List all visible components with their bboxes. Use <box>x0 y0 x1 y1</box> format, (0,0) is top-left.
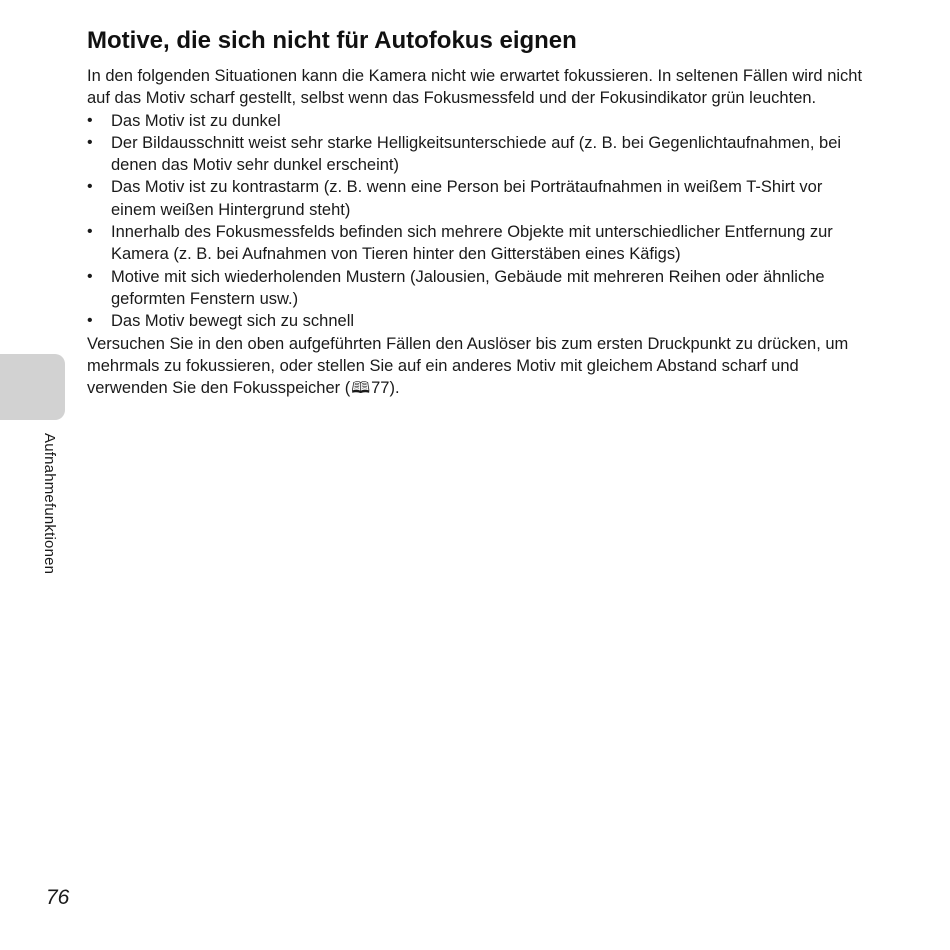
page-reference[interactable]: 77 <box>371 379 390 398</box>
bullet-icon: • <box>87 133 93 151</box>
list-item <box>87 310 867 332</box>
list-item <box>87 221 867 266</box>
list-item-text: Der Bildausschnitt weist sehr starke Helligkeitsunterschiede auf (z. B. bei Gegenlichtaufnahmen, bei denen das Motiv sehr dunkel erscheint) <box>111 133 842 175</box>
bullet-icon: • <box>87 178 93 196</box>
list-item <box>87 132 867 177</box>
intro-paragraph: In den folgenden Situationen kann die Kamera nicht wie erwartet fokussieren. In seltenen Fällen wird nicht auf das Motiv scharf gestellt, selbst wenn das Fokusmessfeld und der Fokusindikator grün leuchten. <box>87 67 863 108</box>
closing-paragraph <box>87 333 867 401</box>
list-item <box>87 176 867 221</box>
book-reference-icon[interactable]: 🕮 <box>351 380 371 398</box>
page-content <box>87 26 867 400</box>
list-item-text: Innerhalb des Fokusmessfelds befinden sich mehrere Objekte mit unterschiedlicher Entfernung zur Kamera (z. B. bei Aufnahmen von Tieren hinter den Gitterstäben eines Käfigs) <box>111 223 833 264</box>
list-item-text: Das Motiv bewegt sich zu schnell <box>111 312 355 331</box>
closing-text-end: ). <box>389 379 400 398</box>
list-item-text: Motive mit sich wiederholenden Mustern (Jalousien, Gebäude mit mehreren Reihen oder ähnliche geformten Fenstern usw.) <box>111 267 825 308</box>
section-side-label: Aufnahmefunktionen <box>41 433 58 575</box>
bullet-icon: • <box>87 267 93 285</box>
page-title: Motive, die sich nicht für Autofokus eignen <box>87 27 577 54</box>
list-item <box>87 266 867 311</box>
list-item-text: Das Motiv ist zu kontrastarm (z. B. wenn eine Person bei Porträtaufnahmen in weißem T-Shirt vor einem weißen Hintergrund steht) <box>111 178 823 219</box>
list-item <box>87 110 867 132</box>
bullet-icon: • <box>87 223 93 241</box>
list-item-text: Das Motiv ist zu dunkel <box>111 111 281 130</box>
section-tab-marker <box>0 354 65 420</box>
page-number: 76 <box>46 886 70 909</box>
closing-text: Versuchen Sie in den oben aufgeführten Fällen den Auslöser bis zum ersten Druckpunkt zu drücken, um mehrmals zu fokussieren, oder stellen Sie auf ein anderes Motiv mit gleichem Abstand scharf und verwenden Sie den Fokusspeicher ( <box>87 334 849 398</box>
bullet-icon: • <box>87 312 93 330</box>
bullet-icon: • <box>87 111 93 129</box>
situation-list <box>87 110 867 333</box>
